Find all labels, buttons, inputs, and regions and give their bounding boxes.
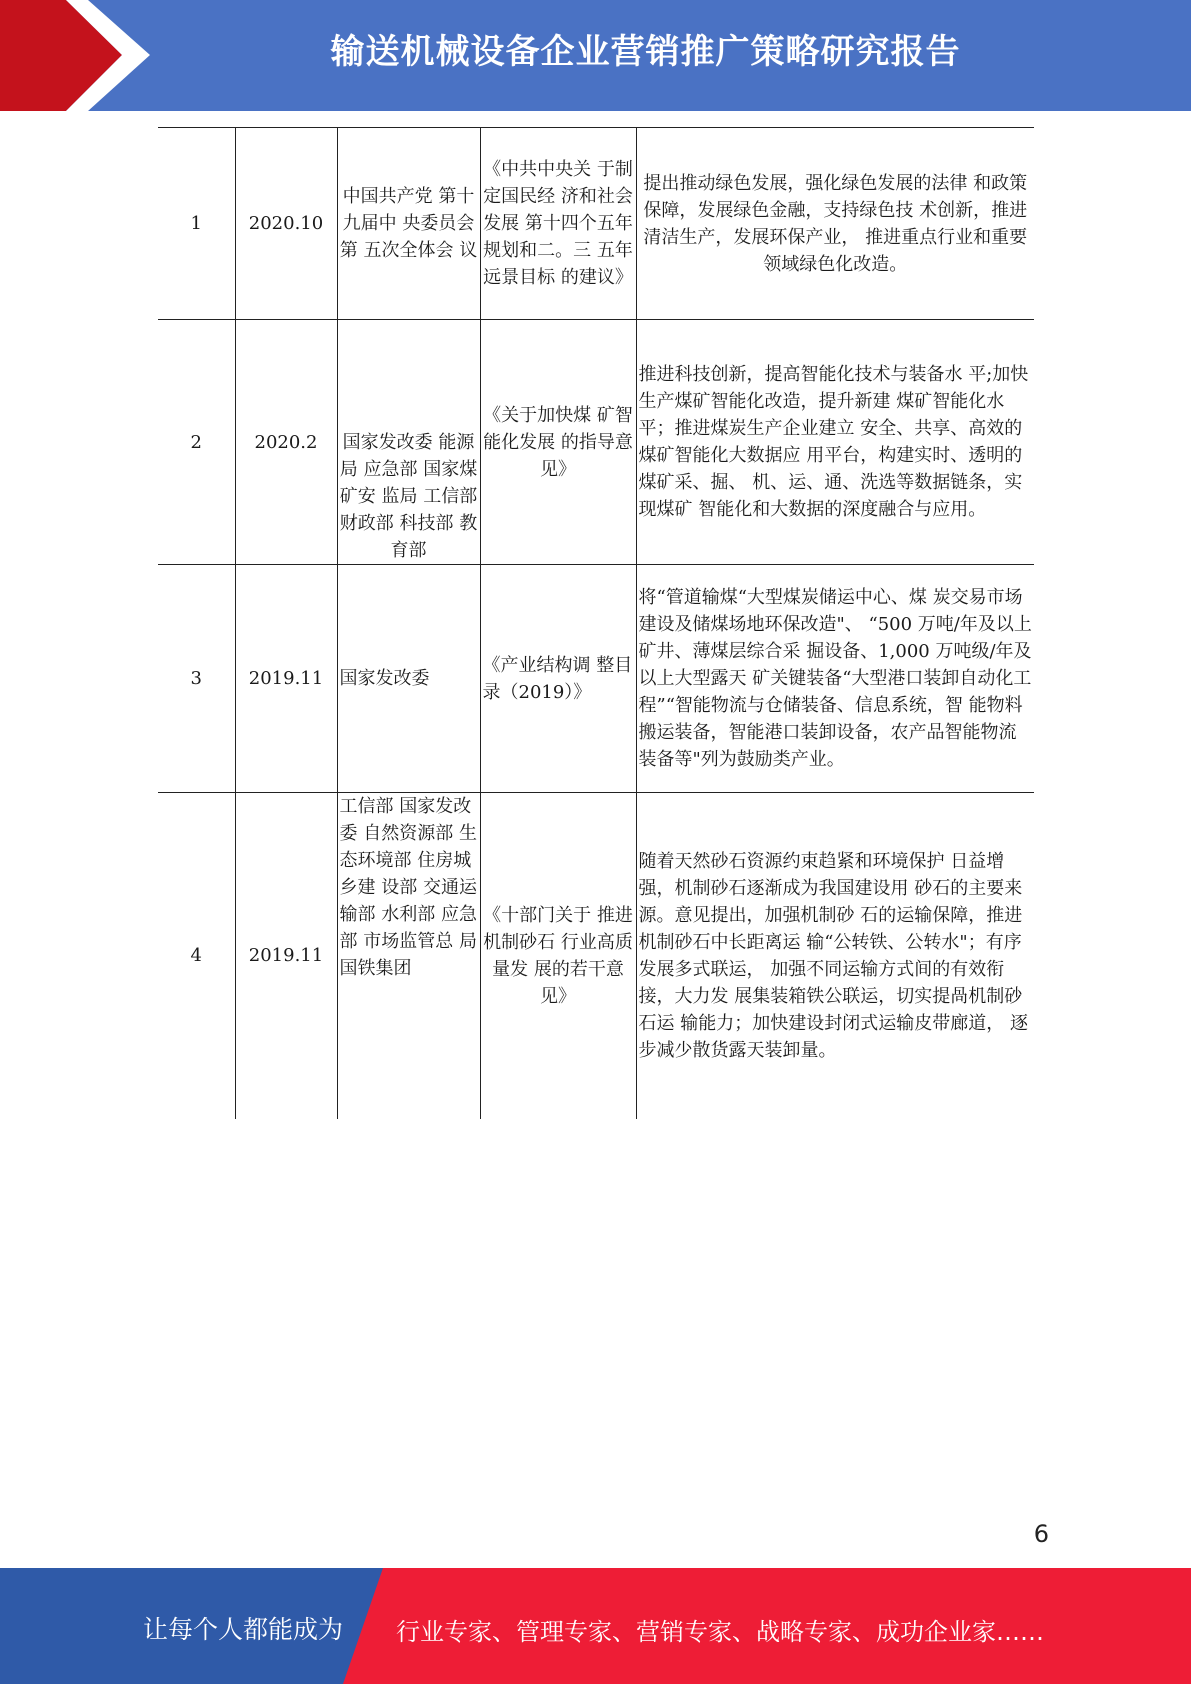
row-document: 《中共中央关 于制定国民经 济和社会发展 第十四个五年 规划和二。三 五年远景目标 的建议》 (480, 128, 636, 320)
page-header (0, 0, 1191, 111)
row-document: 《关于加快煤 矿智能化发展 的指导意见》 (480, 320, 636, 565)
row-date: 2019.11 (235, 565, 337, 793)
footer-slogan-left: 让每个人都能成为 (143, 1615, 344, 1644)
row-date: 2019.11 (235, 793, 337, 1119)
policy-table (158, 127, 1034, 1119)
table-row (158, 793, 1034, 1119)
row-document: 《产业结构调 整目录（2019）》 (480, 565, 636, 793)
row-content: 将“管道输煤“大型煤炭储运中心、煤 炭交易市场建设及储煤场地环保改造"、 “500 万吨/年及以上矿井、薄煤层综合采 掘设备、1,000 万吨级/年及以上大型露天 矿关键装备“大型港口装卸自动化工 程”“智能物流与仓储装备、信息系统，智 能物料搬运装备，智能港口装卸设备，农产品智能物流装备等"列为鼓励类产业。 (636, 565, 1034, 793)
page-number: 6 (1033, 1520, 1049, 1548)
row-issuer: 中国共产党 第十九届中 央委员会第 五次全体会 议 (337, 128, 480, 320)
row-date: 2020.10 (235, 128, 337, 320)
row-issuer: 国家发改委 能源局 应急部 国家煤矿安 监局 工信部 财政部 科技部 教育部 (337, 320, 480, 565)
page-footer (0, 1568, 1191, 1684)
report-title: 输送机械设备企业营销推广策略研究报告 (330, 32, 961, 72)
row-content: 推进科技创新，提高智能化技术与装备水 平;加快生产煤矿智能化改造，提升新建 煤矿智能化水平；推进煤炭生产企业建立 安全、共享、高效的煤矿智能化大数据应 用平台，构建实时、透明的煤矿采、掘、 机、运、通、洗选等数据链条，实现煤矿 智能化和大数据的深度融合与应用。 (636, 320, 1034, 565)
table-row (158, 320, 1034, 565)
row-document: 《十部门关于 推进机制砂石 行业高质量发 展的若干意 见》 (480, 793, 636, 1119)
row-number: 3 (158, 565, 235, 793)
row-number: 1 (158, 128, 235, 320)
row-issuer: 国家发改委 (337, 565, 480, 793)
row-content: 随着天然砂石资源约束趋紧和环境保护 日益增强，机制砂石逐渐成为我国建设用 砂石的主要来源。意见提出，加强机制砂 石的运输保障，推进机制砂石中长距离运 输“公转铁、公转水"；有序发展多式联运， 加强不同运输方式间的有效衔接，大力发 展集装箱铁公联运，切实提咼机制砂石运 输能力；加快建设封闭式运输皮带廊道， 逐步减少散货露天装卸量。 (636, 793, 1034, 1119)
header-chevron-decoration (0, 0, 150, 111)
row-date: 2020.2 (235, 320, 337, 565)
table-row (158, 565, 1034, 793)
row-issuer: 工信部 国家发改委 自然资源部 生态环境部 住房城乡建 设部 交通运输部 水利部 应急部 市场监管总 局 国铁集团 (337, 793, 480, 1119)
table-row (158, 128, 1034, 320)
row-number: 2 (158, 320, 235, 565)
row-content: 提出推动绿色发展，强化绿色发展的法律 和政策保障，发展绿色金融，支持绿色技 术创新，推进清洁生产，发展环保产业， 推进重点行业和重要领域绿色化改造。 (636, 128, 1034, 320)
footer-slogan-right: 行业专家、管理专家、营销专家、战略专家、成功企业家…… (396, 1618, 1044, 1646)
policy-table-container (158, 127, 1034, 1119)
row-number: 4 (190, 945, 202, 967)
